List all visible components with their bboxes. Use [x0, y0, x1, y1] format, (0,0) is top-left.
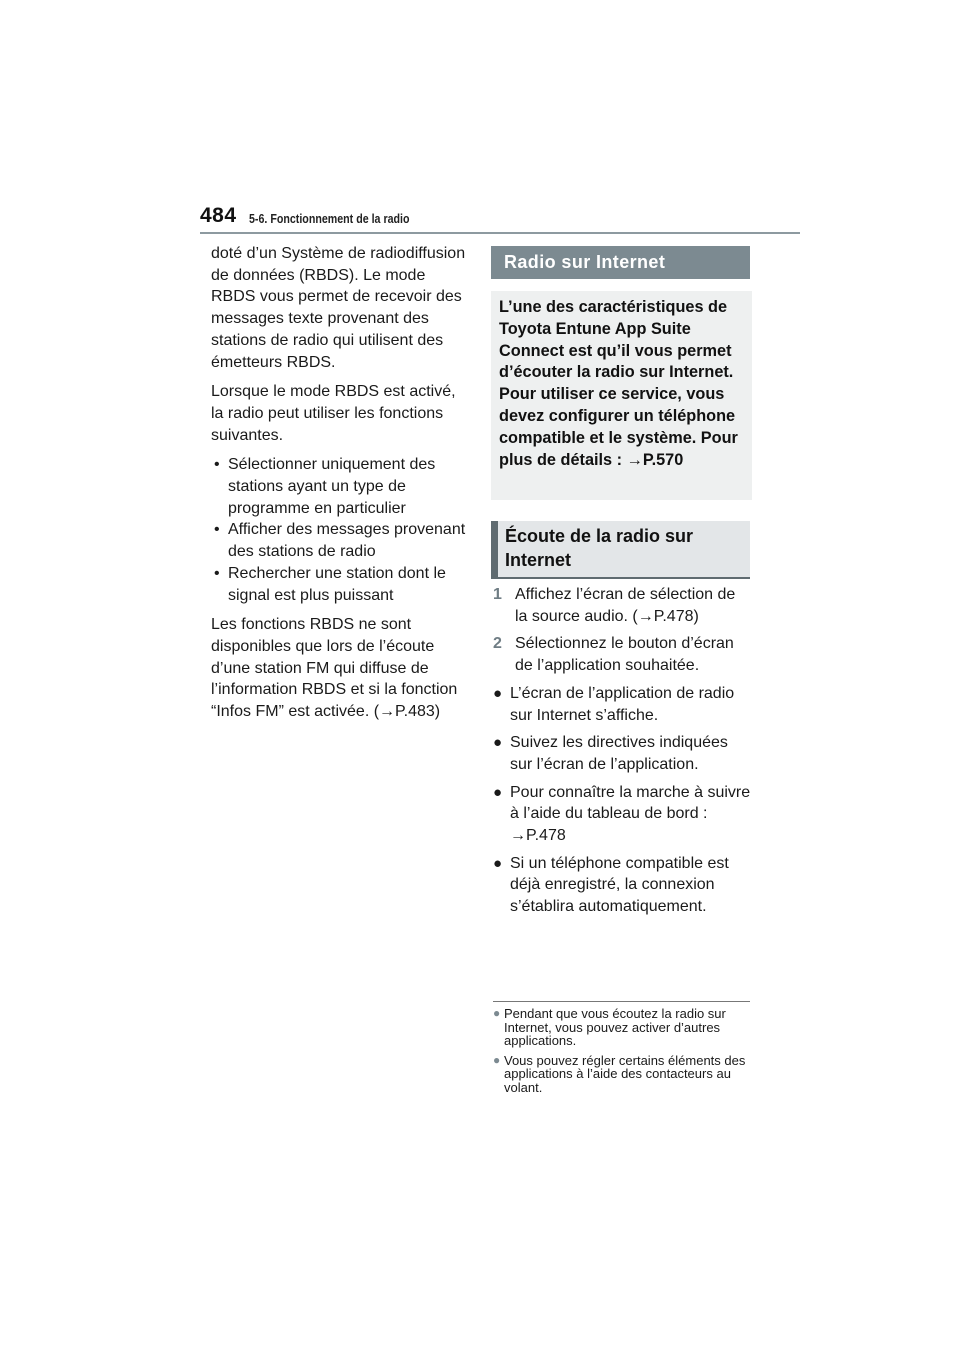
note-item	[493, 1054, 750, 1095]
step-number: 2	[493, 635, 502, 653]
list-item	[211, 519, 471, 562]
rbds-function-list	[211, 454, 471, 606]
step-text: Sélectionnez le bouton d’écran de l’application souhaitée.	[515, 635, 734, 675]
step-text: Affichez l’écran de sélection de la source audio. (→P.478)	[515, 586, 736, 625]
bullet-text: L’écran de l’application de radio sur Internet s’affiche.	[510, 684, 735, 724]
list-item-text: Sélectionner uniquement des stations ayant un type de programme en particulier	[228, 456, 436, 517]
bullet-text: Suivez les directives indiquées sur l’écran de l’application.	[510, 734, 728, 773]
list-item	[211, 563, 471, 606]
paragraph-rbds-functions: Lorsque le mode RBDS est activé, la radio peut utiliser les fonctions suivantes.	[211, 383, 456, 444]
page-number: 484	[200, 204, 237, 227]
paragraph-rbds-intro: doté d’un Système de radiodiffusion de données (RBDS). Le mode RBDS vous permet de recevoir des messages texte provenant des stations de radio qui utilisent des émetteurs RBDS.	[211, 245, 466, 371]
step-item	[493, 633, 751, 676]
step-item	[493, 584, 751, 627]
bullet-icon: •	[214, 521, 220, 539]
step-number: 1	[493, 586, 502, 603]
bullet-dot-icon: ●	[493, 854, 503, 872]
notes-divider	[493, 1001, 750, 1002]
right-column	[493, 584, 751, 924]
bullet-item	[493, 853, 751, 918]
bullet-icon: •	[214, 564, 220, 582]
section-heading-internet-radio: Radio sur Internet	[491, 246, 750, 279]
note-dot-icon: ●	[493, 1052, 501, 1067]
note-text: Pendant que vous écoutez la radio sur Internet, vous pouvez activer d’autres applications.	[504, 1006, 726, 1048]
bullet-text: Pour connaître la marche à suivre à l’aide du tableau de bord : →P.478	[510, 783, 751, 845]
list-item-text: Afficher des messages provenant des stations de radio	[228, 521, 466, 561]
intro-box: L’une des caractéristiques de Toyota Entune App Suite Connect est qu’il vous permet d’écouter la radio sur Internet. Pour utiliser ce service, vous devez configurer un téléphone compatible et le système. Pour plus de détails : →P.570	[491, 291, 752, 500]
list-item	[211, 454, 471, 519]
section-title: 5-6. Fonctionnement de la radio	[249, 211, 410, 226]
bullet-dot-icon: ●	[493, 783, 503, 801]
note-item	[493, 1007, 750, 1048]
bullet-dot-icon: ●	[493, 734, 503, 752]
list-item-text: Rechercher une station dont le signal est plus puissant	[228, 564, 446, 604]
page-header	[200, 200, 800, 236]
bullet-dot-icon: ●	[493, 684, 503, 702]
bullet-item	[493, 732, 751, 775]
bullet-item	[493, 683, 751, 726]
note-dot-icon: ●	[493, 1006, 501, 1020]
header-divider	[200, 232, 800, 234]
bullet-item	[493, 782, 751, 847]
bullet-icon: •	[214, 456, 220, 474]
notes-section	[493, 1007, 750, 1100]
note-text: Vous pouvez régler certains éléments des applications à l’aide des contacteurs au volant.	[504, 1052, 746, 1095]
subheading-underline	[491, 577, 750, 579]
subheading-listening: Écoute de la radio sur Internet	[491, 521, 750, 577]
bullet-text: Si un téléphone compatible est déjà enregistré, la connexion s’établira automatiquement.	[510, 854, 729, 916]
paragraph-rbds-availability: Les fonctions RBDS ne sont disponibles que lors de l’écoute d’une station FM qui diffuse de l’information RBDS et si la fonction “Infos FM” est activée. (→P.483)	[211, 616, 458, 721]
left-column	[211, 243, 471, 731]
